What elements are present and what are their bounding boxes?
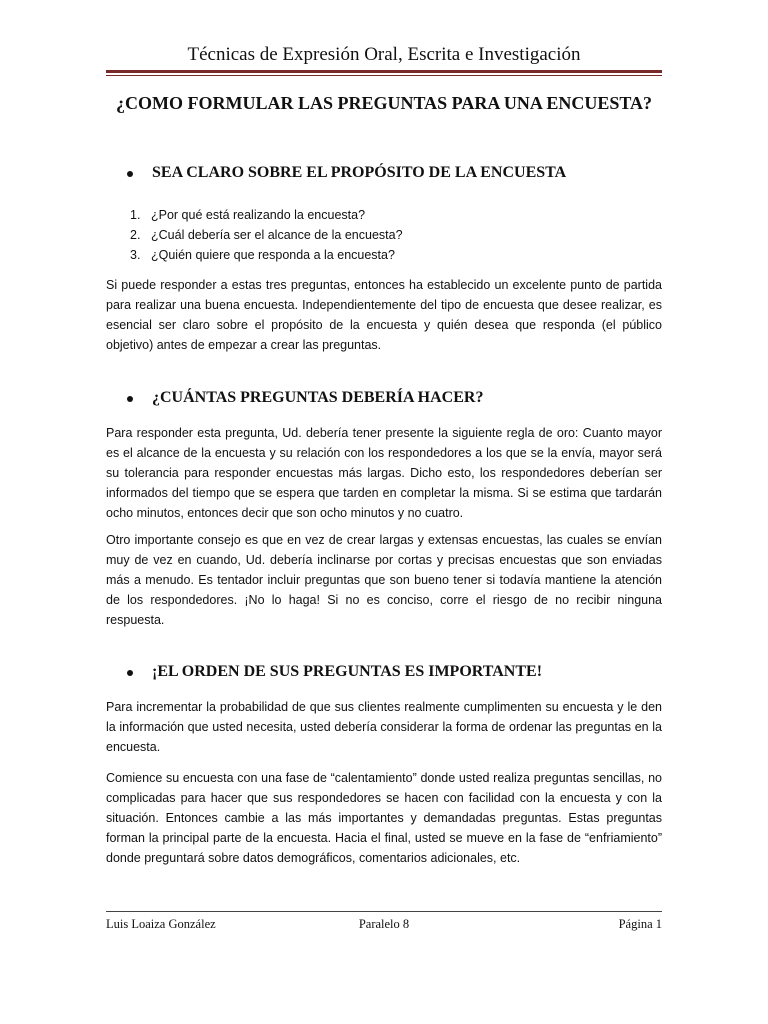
list-item-text: ¿Cuál debería ser el alcance de la encuesta? <box>151 228 403 242</box>
list-item <box>130 245 650 265</box>
header-title: Técnicas de Expresión Oral, Escrita e Investigación <box>187 44 581 65</box>
list-item-number: 3. <box>130 248 141 262</box>
paragraph: Comience su encuesta con una fase de “calentamiento” donde usted realiza preguntas sencillas, no complicadas para hacer que sus respondedores se hacen con facilidad con la encuesta y con la situación. Entonces cambie a las más importantes y demandadas preguntas. Estas preguntas forman la principal parte de la encuesta. Hacia el final, usted se mueve en la fase de “enfriamiento” donde preguntará sobre datos demográficos, comentarios adicionales, etc. <box>106 771 662 865</box>
document-title: ¿COMO FORMULAR LAS PREGUNTAS PARA UNA ENCUESTA? <box>115 93 653 113</box>
bullet-icon <box>127 171 133 177</box>
section-heading-text: ¡EL ORDEN DE SUS PREGUNTAS ES IMPORTANTE! <box>152 663 543 680</box>
paragraph: Si puede responder a estas tres preguntas, entonces ha establecido un excelente punto de partida para realizar una buena encuesta. Independientemente del tipo de encuesta que desee realizar, es esencial ser claro sobre el propósito de la encuesta y quién desea que responda (el público objetivo) antes de empezar a crear las preguntas. <box>106 278 662 352</box>
paragraph: Otro importante consejo es que en vez de crear largas y extensas encuestas, las cuales se envían muy de vez en cuando, Ud. debería inclinarse por cortas y precisas encuestas que son enviadas más a menudo. Es tentador incluir preguntas que son bueno tener si todavía mantiene la atención de los respondedores. ¡No lo haga! Si no es conciso, corre el riesgo de no recibir ninguna respuesta. <box>106 533 662 627</box>
bullet-icon <box>127 670 133 676</box>
list-item <box>130 225 650 245</box>
footer-class: Paralelo 8 <box>358 917 410 931</box>
header-rule-thin <box>106 75 662 76</box>
list-item <box>130 205 650 225</box>
section-heading-text: ¿CUÁNTAS PREGUNTAS DEBERÍA HACER? <box>152 389 484 406</box>
bullet-icon <box>127 396 133 402</box>
list-item-number: 1. <box>130 208 141 222</box>
list-item-text: ¿Por qué está realizando la encuesta? <box>151 208 366 222</box>
footer-author: Luis Loaiza González <box>106 917 216 931</box>
header-rule-thick <box>106 70 662 73</box>
footer-rule <box>106 911 662 912</box>
numbered-list <box>130 205 650 265</box>
footer-page-number: Página 1 <box>618 917 662 931</box>
paragraph: Para incrementar la probabilidad de que sus clientes realmente cumplimenten su encuesta y le den la información que usted necesita, usted debería considerar la forma de ordenar las preguntas en la encuesta. <box>106 700 662 754</box>
paragraph: Para responder esta pregunta, Ud. debería tener presente la siguiente regla de oro: Cuanto mayor es el alcance de la encuesta y su relación con los respondedores a los que se la envía, mayor será su tolerancia para responder encuestas más largas. Dicho esto, los respondedores deberían ser informados del tiempo que se espera que tarden en completar la misma. Si se estima que tardarán ocho minutos, entonces decir que son ocho minutos y no cuatro. <box>106 426 662 520</box>
section-heading-text: SEA CLARO SOBRE EL PROPÓSITO DE LA ENCUESTA <box>152 164 567 181</box>
list-item-number: 2. <box>130 228 141 242</box>
list-item-text: ¿Quién quiere que responda a la encuesta? <box>151 248 395 262</box>
